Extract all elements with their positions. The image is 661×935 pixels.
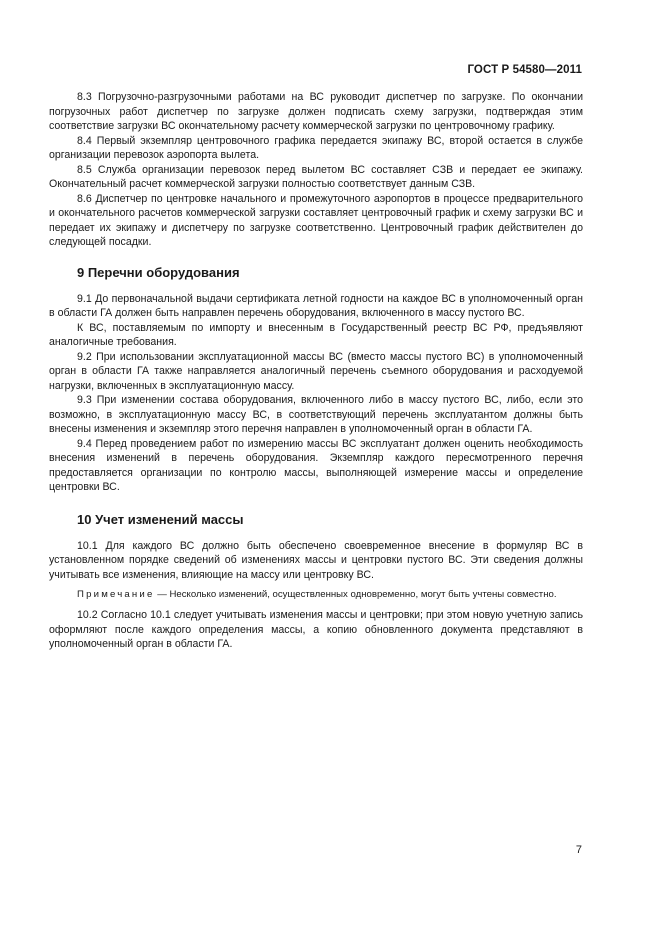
- note-label: Примечание: [77, 589, 155, 600]
- paragraph-8-3: 8.3 Погрузочно-разгрузочными работами на ВС руководит диспетчер по загрузке. По окончании погрузочных работ диспетчер по загрузке должен подписать схему загрузки, подтверждая этим соответствие загрузки ВС окончательному расчету коммерческой загрузки по центровочному графику.: [49, 91, 583, 132]
- standard-code: ГОСТ Р 54580—2011: [467, 64, 582, 76]
- section-9-title: 9 Перечни оборудования: [77, 264, 240, 280]
- paragraph-10-2: 10.2 Согласно 10.1 следует учитывать изменения массы и центровки; при этом новую учетную запись оформляют после каждого определения массы, а копию обновленного документа представляют в уполномоченный орган в области ГА.: [49, 609, 583, 650]
- section-10-title: 10 Учет изменений массы: [77, 511, 244, 527]
- page-number: 7: [575, 844, 582, 856]
- paragraph-9-1: 9.1 До первоначальной выдачи сертификата летной годности на каждое ВС в уполномоченный орган в области ГА должен быть направлен перечень оборудования, включенного в массу пустого ВС.: [49, 292, 583, 319]
- paragraph-9-4: 9.4 Перед проведением работ по измерению массы ВС эксплуатант должен оценить необходимость внесения изменений в перечень оборудования. Экземпляр каждого пересмотренного перечня предоставляется организации по контролю массы, выполняющей измерение массы и определение центровки ВС.: [49, 437, 583, 493]
- paragraph-8-4: 8.4 Первый экземпляр центровочного графика передается экипажу ВС, второй остается в службе организации перевозок аэропорта вылета.: [49, 134, 583, 161]
- note-text: — Несколько изменений, осуществленных одновременно, могут быть учтены совместно.: [154, 589, 557, 600]
- note: [49, 588, 583, 602]
- paragraph-8-5: 8.5 Служба организации перевозок перед вылетом ВС составляет СЗВ и передает ее экипажу. Окончательный расчет коммерческой загрузки полностью соответствует данным СЗВ.: [49, 163, 583, 190]
- document-body: [49, 90, 583, 652]
- paragraph-10-1: 10.1 Для каждого ВС должно быть обеспечено своевременное внесение в формуляр ВС в установленном порядке сведений об изменениях массы и центровки пустого ВС. Эти сведения должны учитывать все изменения, влияющие на массу или центровку ВС.: [49, 539, 583, 581]
- paragraph-9-3: 9.3 При изменении состава оборудования, включенного либо в массу пустого ВС, либо, если это возможно, в эксплуатационную массу ВС, в соответствующий перечень эксплуатантом должны быть внесены изменения и экземпляр этого перечня направлен в уполномоченный орган в области ГА.: [49, 394, 583, 435]
- paragraph-9-1-import: К ВС, поставляемым по импорту и внесенным в Государственный реестр ВС РФ, предъявляют аналогичные требования.: [49, 321, 583, 348]
- paragraph-8-6: 8.6 Диспетчер по центровке начального и промежуточного аэропортов в процессе предварительного и окончательного расчетов коммерческой загрузки составляет центровочный график и схему загрузки ВС и передает их экипажу и диспетчеру по загрузке соответственно. Центровочный график действителен до следующей посадки.: [49, 192, 583, 248]
- paragraph-9-2: 9.2 При использовании эксплуатационной массы ВС (вместо массы пустого ВС) в уполномоченный орган в области ГА также направляется аналогичный перечень съемного оборудования и расходуемой нагрузки, включенных в эксплуатационную массу.: [49, 350, 583, 392]
